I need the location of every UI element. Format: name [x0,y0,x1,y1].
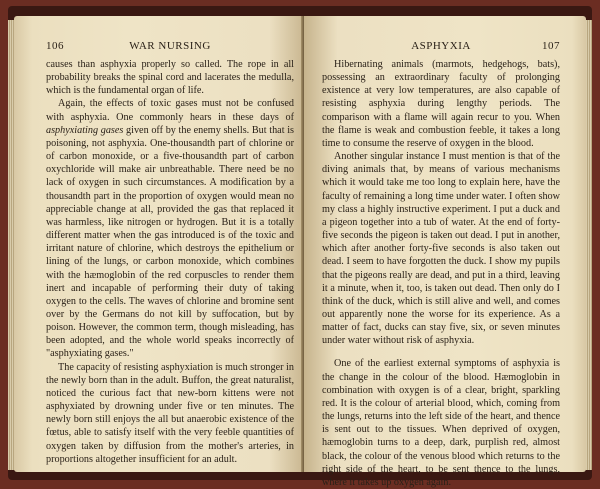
paragraph: Hibernating animals (marmots, hedgehogs, bats), possessing an extraordinary faculty of prolonging existence at very low temperatures, are also capable of resisting asphyxia during lengthy periods. The comparison with a flame will again recur to you. When the flame is weak and combustion feeble, it takes a long time to consume the reserve of oxygen in the blood. [322,59,560,149]
left-page-number: 106 [46,40,64,52]
right-running-head [322,40,560,52]
open-book [8,6,592,488]
left-running-head [46,40,294,52]
paragraph [46,97,294,360]
left-page [14,16,304,472]
emphasized-phrase: asphyxiating gases [46,124,124,136]
left-page-text [46,58,294,466]
paragraph-text: Again, the effects of toxic gases must not be confused with asphyxia. One commonly hears in these days of [46,98,294,123]
paragraph: The capacity of resisting asphyxiation is much stronger in the newly born than in the adult. Buffon, the great naturalist, noticed the curious fact that new-born kittens were not asphyxiated by drowning under five or ten minutes. The newly born still enjoys the all but anaerobic existence of the fœtus, able to satisfy itself with the very feeble quantities of oxygen taken by diffusion from the mother's arteries, in proportions altogether insufficient for an adult. [46,361,294,465]
left-running-title: WAR NURSING [129,40,211,52]
right-page-number: 107 [542,40,560,52]
paragraph: Another singular instance I must mention is that of the diving animals that, by means of various mechanisms which it would take me too long to explain here, have the faculty of remaining a long time under water. I often show my class a highly instructive experiment. I put a duck and a pigeon together into a tub of water. At the end of forty-five seconds the pigeon is taken out dead. I put in another, which after another forty-five seconds is also taken out dead. I seem to have forgotten the duck. I show my pupils that the pigeons really are dead, and put in a third, leaving it a minute, when it, too, is taken out dead. Then only do I think of the duck, which is still alive and well, and comes out apparently none the worse for its experience. As a matter of fact, ducks can stay five, six, or seven minutes under water without risk of asphyxia. [322,151,560,347]
paragraph-text: given off by the enemy shells. But that is poisoning, not asphyxia. One-thousandth part of chlorine or of carbon monoxide, or a five-thousandth part of carbon oxychloride will make air unbreathable. There need be no lack of oxygen in such circumstances. A modification by a thousandth part in the proportion of oxygen would mean no appreciable change at all, provided the gas that replaced it was harmless, like nitrogen or hydrogen. But it is a totally different matter when the gas introduced is of the toxic and irritant nature of chlorine, which destroys the epithelium or lining of the lungs, or carbon monoxide, which combines with the hæmoglobin of the red corpuscles to render them inert and incapable of performing their duty of taking oxygen to the cells. The waves of chlorine and bromine sent over by the Germans do not kill by suffocation, but by poison. However, the common term, though misleading, has been adopted, and the whole world speaks incorrectly of "asphyxiating gases." [46,124,294,360]
paragraph: One of the earliest external symptoms of asphyxia is the change in the colour of the blood. Hæmoglobin in combination with oxygen is of a clear, bright, sparkling red. It is the colour of arterial blood, which, coming from the lungs, returns into the left side of the heart, and thence is sent out to the tissues. When deprived of oxygen, hæmoglobin turns to a deep, dark, purplish red, almost black, the colour of the venous blood which returns to the right side of the heart, to be sent thence to the lungs, where it takes up oxygen again. [322,358,560,488]
right-page-text [322,58,560,489]
paragraph: causes than asphyxia properly so called. The rope in all probability breaks the spinal cord and lacerates the medulla, which is the fundamental organ of life. [46,59,294,97]
right-page [304,16,586,488]
right-running-title: ASPHYXIA [411,40,471,52]
